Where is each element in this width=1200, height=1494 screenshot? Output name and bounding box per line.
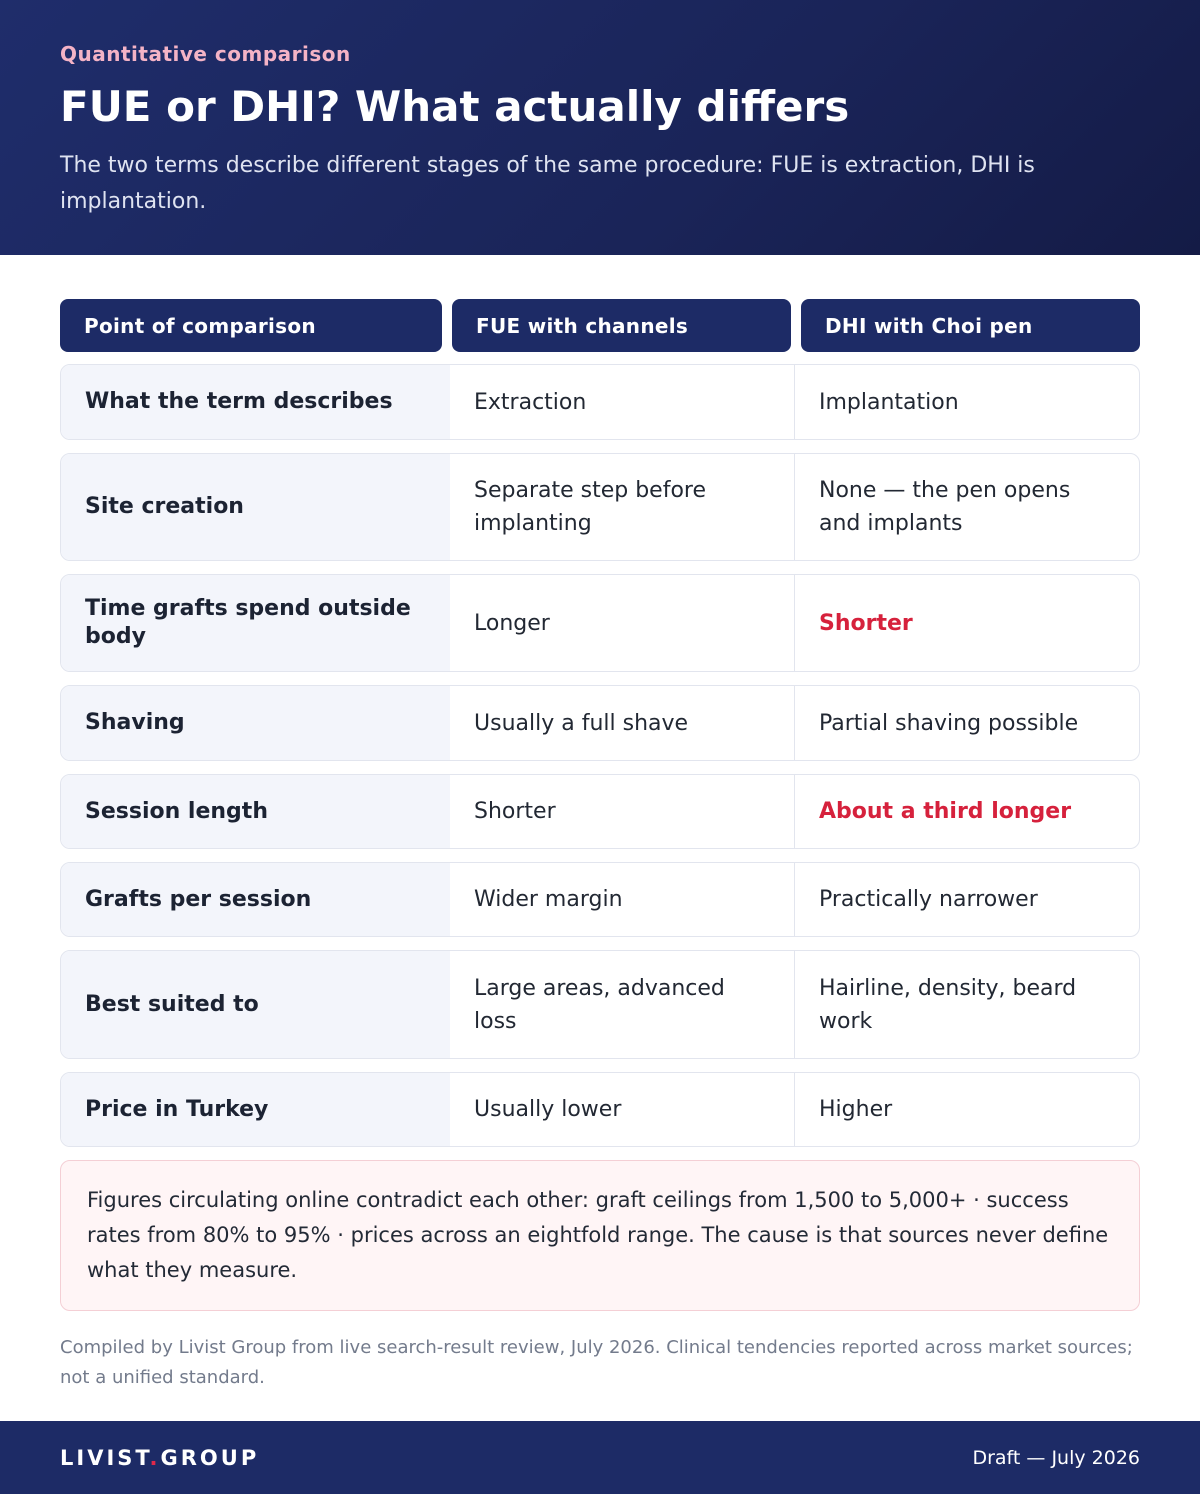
dhi-value: Higher	[819, 1097, 893, 1122]
page-subtitle: The two terms describe different stages of the same procedure: FUE is extraction, DHI is implantation.	[60, 153, 1035, 215]
dhi-value: Partial shaving possible	[819, 710, 1079, 736]
table-header	[60, 299, 1140, 352]
eyebrow-label: Quantitative comparison	[60, 42, 351, 66]
footer-bar	[0, 1421, 1200, 1494]
draft-label: Draft — July 2026	[972, 1446, 1140, 1469]
dhi-value: None — the pen opens and implants	[819, 478, 1071, 536]
fue-value: Usually lower	[450, 1073, 795, 1146]
table-row	[60, 453, 1140, 561]
table-row	[60, 774, 1140, 849]
main-content	[0, 255, 1200, 1393]
row-label: Shaving	[61, 686, 450, 760]
fue-value: Usually a full shave	[450, 686, 795, 760]
dhi-value-highlight: Shorter	[819, 610, 913, 636]
brand-dot: .	[149, 1445, 161, 1470]
table-row	[60, 950, 1140, 1059]
row-label: Price in Turkey	[61, 1073, 450, 1146]
row-label: Session length	[61, 775, 450, 848]
dhi-value: Hairline, density, beard work	[819, 975, 1077, 1034]
dhi-value: Implantation	[819, 389, 959, 415]
table-row	[60, 685, 1140, 761]
fue-value: Shorter	[450, 775, 795, 848]
dhi-value: Practically narrower	[819, 887, 1038, 912]
row-label: Grafts per session	[61, 863, 450, 936]
row-label: Time grafts spend outside body	[61, 575, 450, 671]
brand-word-left: LIVIST	[60, 1445, 150, 1470]
table-row	[60, 574, 1140, 672]
brand-logo	[60, 1446, 259, 1470]
table-row	[60, 1072, 1140, 1147]
table-row	[60, 862, 1140, 937]
fue-value: Wider margin	[450, 863, 795, 936]
fue-value: Large areas, advanced loss	[450, 951, 795, 1058]
column-header-comparison: Point of comparison	[60, 299, 442, 352]
fue-value: Longer	[450, 575, 795, 671]
fue-value: Separate step before implanting	[450, 454, 795, 560]
page-title: FUE or DHI? What actually differs	[60, 82, 850, 131]
table-row	[60, 364, 1140, 440]
row-label: Site creation	[61, 454, 450, 560]
brand-word-right: GROUP	[160, 1445, 260, 1470]
column-header-fue: FUE with channels	[452, 299, 791, 352]
column-header-dhi: DHI with Choi pen	[801, 299, 1140, 352]
callout-note: Figures circulating online contradict each other: graft ceilings from 1,500 to 5,000+ · success rates from 80% to 95% · prices across an eightfold range. The cause is that sources never define what they measure.	[60, 1160, 1140, 1311]
header-banner	[0, 0, 1200, 255]
row-label: What the term describes	[61, 365, 450, 439]
fue-value: Extraction	[450, 365, 795, 439]
source-caption: Compiled by Livist Group from live search-result review, July 2026. Clinical tendencies reported across market sources; not a unified standard.	[60, 1337, 1133, 1388]
row-label: Best suited to	[61, 951, 450, 1058]
dhi-value-highlight: About a third longer	[819, 799, 1072, 824]
